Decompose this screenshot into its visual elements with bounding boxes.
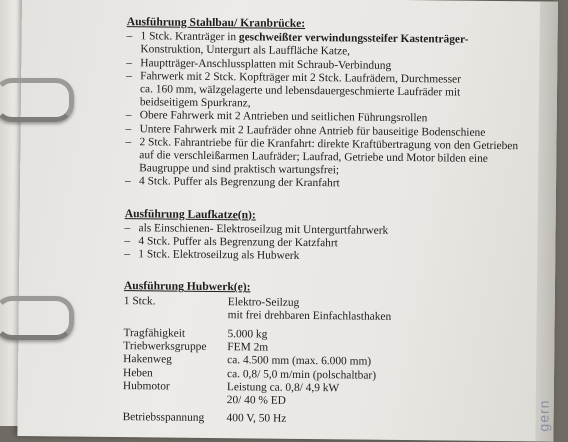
item-text-cont: Baugruppe und sind praktisch wartungsfrei; xyxy=(139,162,340,177)
document-content xyxy=(123,15,547,429)
item-text-cont: ca. 160 mm, wälzgelagerte und lebensdauergeschmierte Laufräder mit xyxy=(139,83,461,99)
item-text: 4 Stck. Puffer als Begrenzung der Katzfahrt xyxy=(138,235,338,250)
item-text-cont: auf die verschleißarmen Laufräder; Laufrad, Getriebe und Motor bilden eine xyxy=(139,149,488,165)
edge-text: gern xyxy=(535,399,552,432)
bullet-dash: – xyxy=(125,109,132,122)
bullet-dash: – xyxy=(125,122,132,135)
spec-key: Hakenweg xyxy=(123,353,172,367)
bullet-dash: – xyxy=(126,56,133,69)
spec-value: ca. 0,8/ 5,0 m/min (polschaltbar) xyxy=(226,367,377,382)
item-text: 1 Stck. Kranträger in xyxy=(140,30,240,44)
section-title-laufkatze: Ausführung Laufkatze(n): xyxy=(124,206,256,222)
section-hubwerk xyxy=(123,280,544,429)
document-page xyxy=(17,0,558,442)
spec-value: Leistung ca. 0,8/ 4,9 kW xyxy=(226,381,340,395)
spec-value: Elektro-Seilzug xyxy=(227,295,300,309)
item-bold-text: geschweißter verwindungssteifer Kastenträger- xyxy=(238,31,469,46)
bullet-dash: – xyxy=(125,175,131,188)
bullet-dash: – xyxy=(126,30,133,43)
item-text: Obere Fahrwerk mit 2 Antrieben und seitlichen Führungsrollen xyxy=(139,109,428,125)
item-text: Untere Fahrwerk mit 2 Laufräder ohne Antrieb für bauseitige Bodenschiene xyxy=(139,122,486,139)
spec-value: 400 V, 50 Hz xyxy=(226,412,287,426)
bullet-dash: – xyxy=(126,69,132,82)
section-title-hubwerk: Ausführung Hubwerk(e): xyxy=(123,279,251,294)
spec-key: Tragfähigkeit xyxy=(123,327,186,340)
bullet-dash: – xyxy=(124,248,131,261)
section-laufkatze xyxy=(124,207,545,266)
spec-key: Hubmotor xyxy=(122,379,170,393)
bullet-dash: – xyxy=(124,221,131,234)
binder-ring xyxy=(0,296,74,340)
item-text: als Einschienen- Elektroseilzug mit Untergurtfahrwerk xyxy=(138,222,389,237)
bullet-dash: – xyxy=(125,135,132,148)
spec-value: 5.000 kg xyxy=(227,328,268,341)
binder-ring xyxy=(0,78,74,122)
spec-value-cont: mit frei drehbaren Einfachlasthaken xyxy=(227,309,392,323)
spec-row xyxy=(124,295,544,326)
list-item xyxy=(126,70,546,114)
item-text: 4 Stck. Puffer als Begrenzung der Kranfahrt xyxy=(138,175,340,190)
spec-key: Betriebsspannung xyxy=(122,411,205,425)
spec-key: Triebwerksgruppe xyxy=(123,340,207,354)
item-text: 1 Stck. Elektroseilzug als Hubwerk xyxy=(138,248,300,263)
bullet-dash: – xyxy=(124,235,131,248)
spec-value: FEM 2m xyxy=(227,341,269,354)
spec-key: Heben xyxy=(122,366,153,380)
item-text: Hauptträger-Anschlussplatten mit Schraub-Verbindung xyxy=(140,56,392,72)
spec-key: 1 Stck. xyxy=(123,294,156,308)
item-text-cont: beidseitigem Spurkranz, xyxy=(139,96,251,110)
section-title-stahlbau: Ausführung Stahlbau/ Kranbrücke: xyxy=(126,15,306,30)
spec-value: ca. 4.500 mm (max. 6.000 mm) xyxy=(227,354,372,369)
item-text: Fahrwerk mit 2 Stck. Kopfträger mit 2 Stck. Laufrädern, Durchmesser xyxy=(140,70,461,86)
item-text-cont: Konstruktion, Untergurt als Lauffläche Katze, xyxy=(140,43,351,58)
section-stahlbau xyxy=(125,15,547,193)
list-item xyxy=(125,136,545,180)
spec-key xyxy=(123,393,227,407)
item-text: 2 Stck. Fahrantriebe für die Kranfahrt: direkte Kraftübertragung von den Getrieben xyxy=(139,136,519,153)
spec-value: 20/ 40 % ED xyxy=(226,394,287,407)
